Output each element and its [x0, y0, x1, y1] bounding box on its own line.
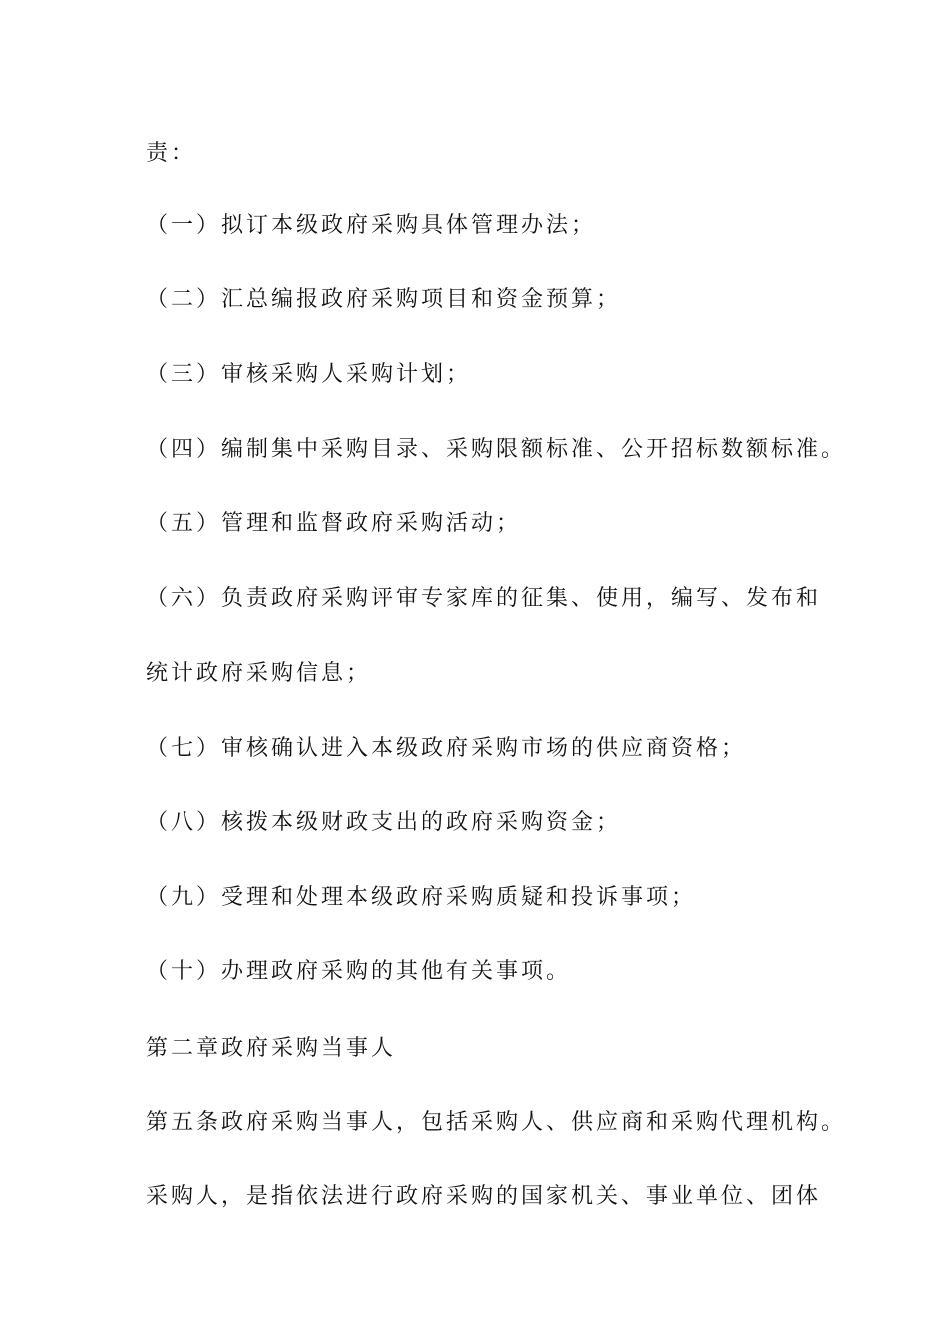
text-line: （四）编制集中采购目录、采购限额标准、公开招标数额标准。 [146, 437, 847, 462]
text-line: （九）受理和处理本级政府采购质疑和投诉事项； [146, 885, 697, 910]
text-line: 第五条政府采购当事人，包括采购人、供应商和采购代理机构。 [146, 1110, 847, 1135]
text-line: 统计政府采购信息； [146, 661, 372, 686]
text-line: （六）负责政府采购评审专家库的征集、使用，编写、发布和 [146, 586, 822, 611]
text-line: （二）汇总编报政府采购项目和资金预算； [146, 287, 622, 312]
text-line: （三）审核采购人采购计划； [146, 362, 472, 387]
chapter-heading: 第二章政府采购当事人 [146, 1036, 397, 1061]
text-line: 采购人，是指依法进行政府采购的国家机关、事业单位、团体 [146, 1184, 822, 1209]
text-line: （七）审核确认进入本级政府采购市场的供应商资格； [146, 736, 747, 761]
text-line: 责： [146, 141, 197, 166]
text-line: （五）管理和监督政府采购活动； [146, 511, 522, 536]
text-line: （八）核拨本级财政支出的政府采购资金； [146, 810, 622, 835]
text-line: （一）拟订本级政府采购具体管理办法； [146, 213, 597, 238]
text-line: （十）办理政府采购的其他有关事项。 [146, 959, 572, 984]
